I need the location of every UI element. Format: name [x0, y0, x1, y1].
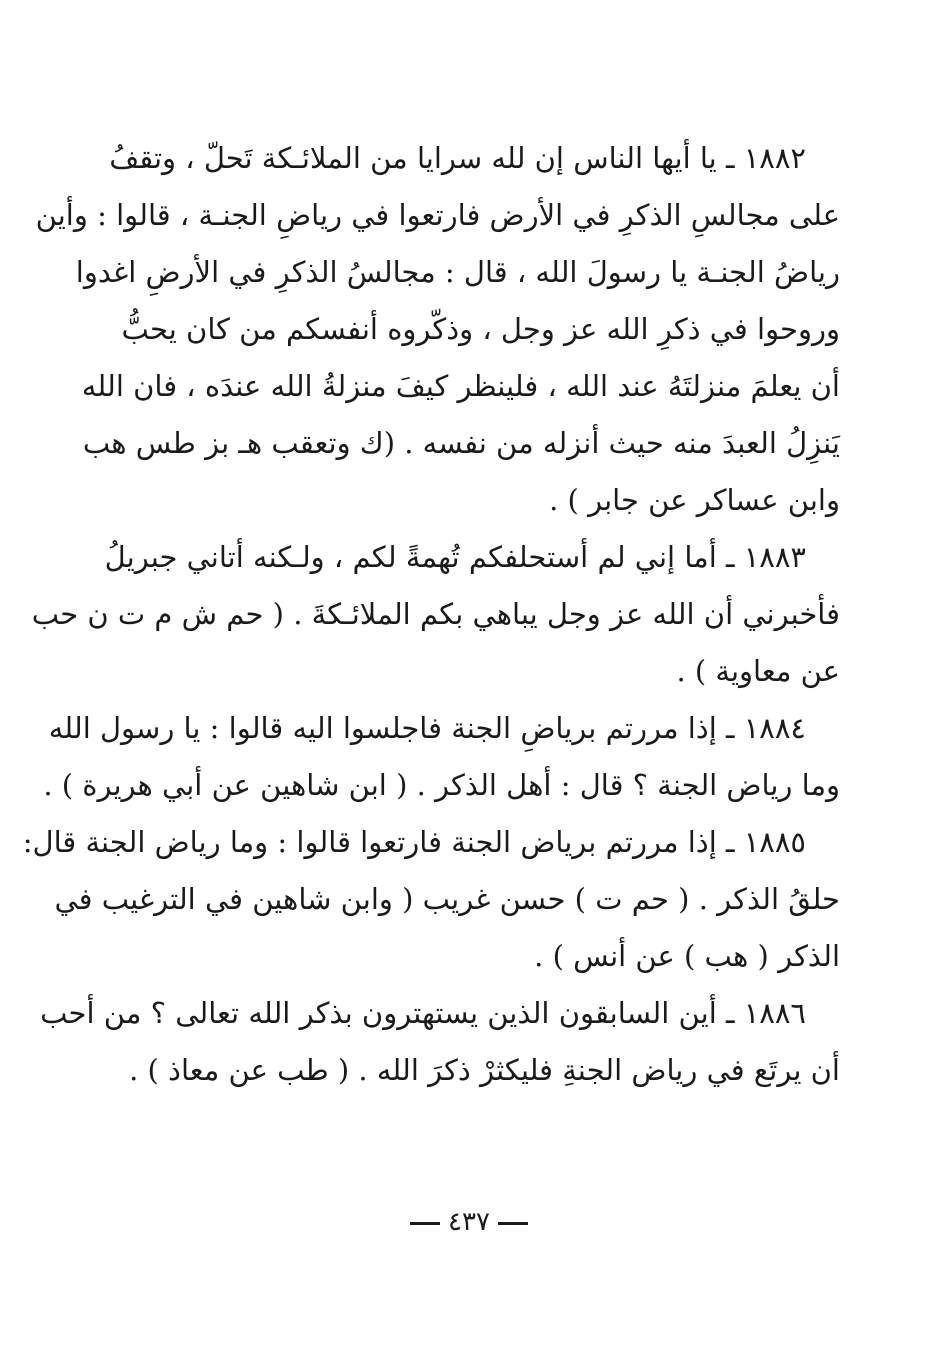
- text-line: حلقُ الذكر . ( حم ت ) حسن غريب ( وابن شاهين في الترغيب في: [54, 882, 840, 916]
- text-line: فأخبرني أن الله عز وجل يباهي بكم الملائـكةَ . ( حم ش م ت ن حب: [31, 597, 840, 631]
- text-line: على مجالسِ الذكرِ في الأرض فارتعوا في رياضِ الجنـة ، قالوا : وأين: [35, 198, 840, 232]
- hadith-entry-1885: [22, 814, 840, 985]
- text-line: أن يرتَع في رياض الجنةِ فليكثرْ ذكرَ الله . ( طب عن معاذ ) .: [129, 1053, 840, 1087]
- text-line: ١٨٨٥ ـ إذا مررتم برياض الجنة فارتعوا قالوا : وما رياض الجنة قال:: [22, 825, 806, 859]
- hadith-entry-1882: [35, 130, 840, 529]
- dash-left: [498, 1222, 528, 1225]
- text-line: ١٨٨٦ ـ أين السابقون الذين يستهترون بذكر الله تعالى ؟ من أحب: [40, 996, 806, 1030]
- hadith-entry-1883: [31, 529, 840, 700]
- text-line: رياضُ الجنـة يا رسولَ الله ، قال : مجالسُ الذكرِ في الأرضِ اغدوا: [75, 255, 840, 289]
- text-line: الذكر ( هب ) عن أنس ) .: [534, 939, 840, 973]
- text-line: ١٨٨٤ ـ إذا مررتم برياضِ الجنة فاجلسوا اليه قالوا : يا رسول الله: [48, 711, 806, 745]
- hadith-entry-1884: [43, 700, 840, 814]
- text-line: وما رياض الجنة ؟ قال : أهل الذكر . ( ابن شاهين عن أبي هريرة ) .: [43, 768, 840, 802]
- text-line: ١٨٨٣ ـ أما إني لم أستحلفكم تُهمةً لكم ، ولـكنه أتاني جبريلُ: [104, 540, 806, 574]
- page-number: [0, 1202, 938, 1242]
- text-line: يَنزِلُ العبدَ منه حيث أنزله من نفسه . (ك وتعقب هـ بز طس هب: [82, 426, 840, 460]
- hadith-text-block: [22, 130, 840, 1099]
- hadith-entry-1886: [40, 985, 840, 1099]
- text-line: وابن عساكر عن جابر ) .: [549, 483, 840, 517]
- text-line: وروحوا في ذكرِ الله عز وجل ، وذكّروه أنفسكم من كان يحبُّ: [121, 312, 840, 346]
- text-line: ١٨٨٢ ـ يا أيها الناس إن لله سرايا من الملائـكة تَحلّ ، وتقفُ: [109, 141, 806, 175]
- dash-right: [410, 1222, 440, 1225]
- page-number-text: ٤٣٧: [448, 1207, 490, 1237]
- text-line: عن معاوية ) .: [676, 654, 840, 688]
- text-line: أن يعلمَ منزلتَهُ عند الله ، فلينظر كيفَ منزلةُ الله عندَه ، فان الله: [81, 369, 840, 403]
